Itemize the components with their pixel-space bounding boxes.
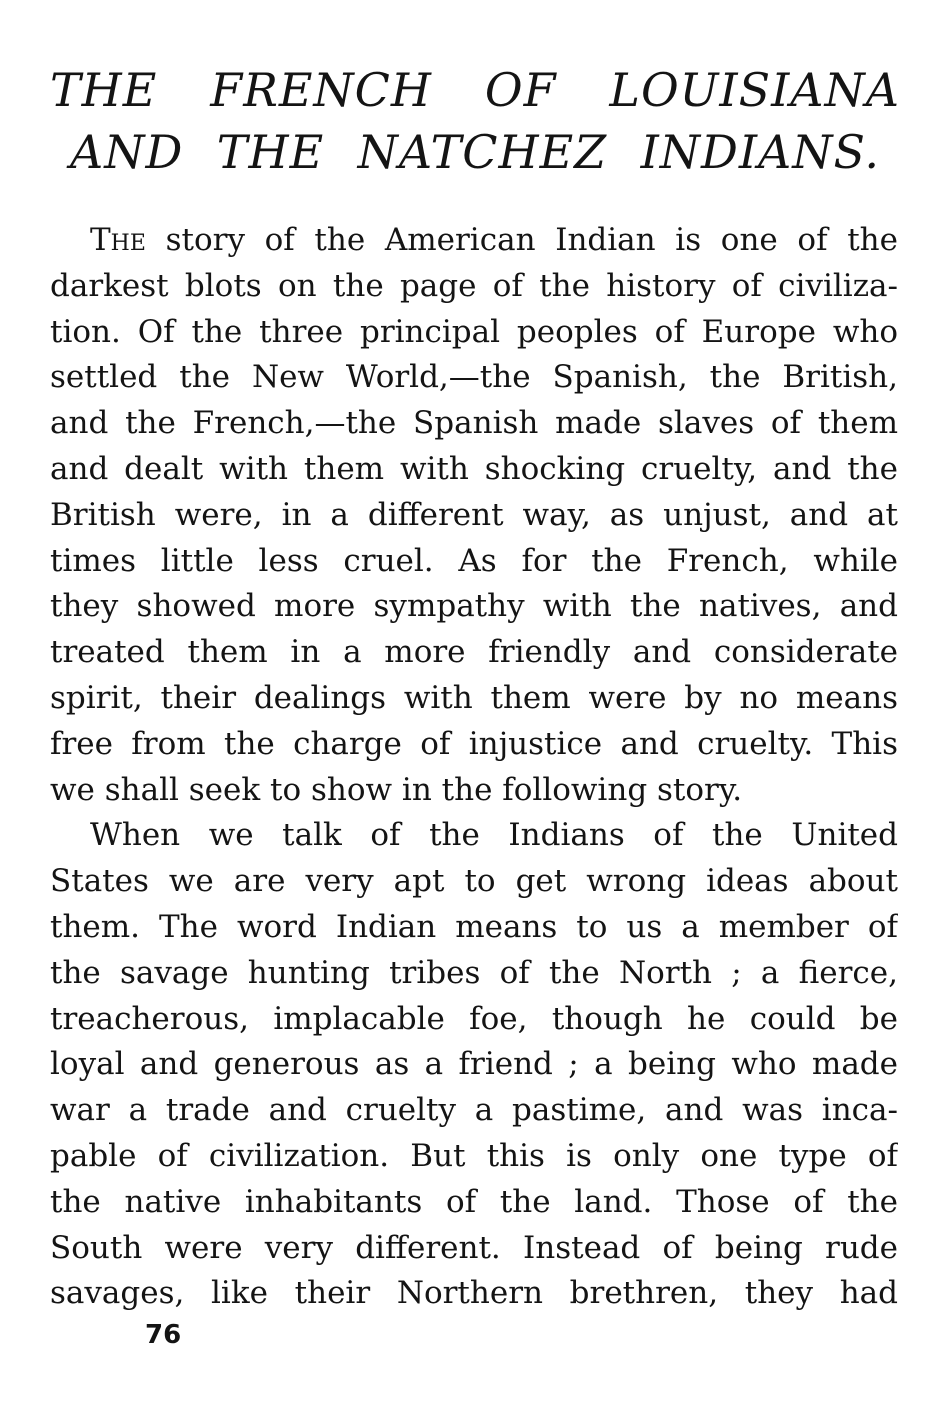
text-line: we shall seek to show in the following story. xyxy=(50,771,743,808)
text-line: free from the charge of injustice and cruelty. This xyxy=(50,725,898,762)
text-line: times little less cruel. As for the French, while xyxy=(50,542,898,579)
text-line: treated them in a more friendly and considerate xyxy=(50,634,898,671)
text-line: war a trade and cruelty a pastime, and was inca- xyxy=(50,1092,898,1129)
text-line: States we are very apt to get wrong ideas about xyxy=(50,863,898,900)
text-line xyxy=(50,218,898,264)
lead-word: The xyxy=(90,222,146,258)
title-word: THE xyxy=(216,125,325,179)
text-line: South were very different. Instead of being rude xyxy=(50,1229,898,1266)
text-line: pable of civilization. But this is only one type of xyxy=(50,1137,898,1174)
page-number: 76 xyxy=(145,1320,182,1350)
text-line: savages, like their Northern brethren, they had xyxy=(50,1275,898,1312)
title-word: AND xyxy=(70,125,184,179)
text-line: treacherous, implacable foe, though he could be xyxy=(50,1000,898,1037)
chapter-title-line-2 xyxy=(70,124,880,180)
text-line: spirit, their dealings with them were by no means xyxy=(50,679,898,716)
text-line: them. The word Indian means to us a member of xyxy=(50,908,898,945)
paragraph-2 xyxy=(50,813,898,1317)
title-word: FRENCH xyxy=(210,63,432,117)
title-word: OF xyxy=(484,63,557,117)
text-line: When we talk of the Indians of the United xyxy=(90,817,898,854)
body-text xyxy=(50,218,898,1317)
text-line: tion. Of the three principal peoples of Europe who xyxy=(50,313,898,350)
text-line: they showed more sympathy with the natives, and xyxy=(50,588,898,625)
paragraph-1 xyxy=(50,218,898,813)
text-line: and the French,—the Spanish made slaves of them xyxy=(50,405,898,442)
text-line: the savage hunting tribes of the North ; a fierce, xyxy=(50,954,898,991)
title-word: THE xyxy=(50,63,158,117)
text-line-rest: story of the American Indian is one of the xyxy=(145,222,898,258)
text-line: British were, in a different way, as unjust, and at xyxy=(50,496,898,533)
text-line: darkest blots on the page of the history of civiliza- xyxy=(50,267,898,304)
text-line: the native inhabitants of the land. Those of the xyxy=(50,1183,898,1220)
text-line: settled the New World,—the Spanish, the British, xyxy=(50,359,898,396)
text-line: loyal and generous as a friend ; a being who made xyxy=(50,1046,898,1083)
title-word: INDIANS. xyxy=(640,125,880,179)
title-word: NATCHEZ xyxy=(357,125,608,179)
text-line: and dealt with them with shocking cruelty, and the xyxy=(50,450,898,487)
title-word: LOUISIANA xyxy=(609,63,900,117)
chapter-title-line-1 xyxy=(50,62,900,118)
